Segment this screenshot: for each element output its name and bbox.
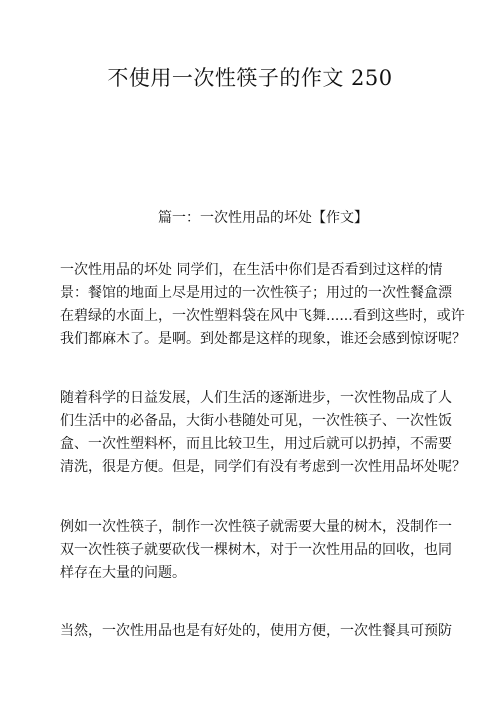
paragraph-line: 在碧绿的水面上，一次性塑料袋在风中飞舞......看到这些时，或许 bbox=[60, 308, 465, 324]
paragraph-line: 例如一次性筷子，制作一次性筷子就需要大量的树木，没制作一 bbox=[60, 519, 452, 535]
paragraph-line: 随着科学的日益发展，人们生活的逐渐进步，一次性物品成了人 bbox=[60, 390, 452, 406]
paragraph-line: 们生活中的必备品，大街小巷随处可见，一次性筷子、一次性饭 bbox=[60, 413, 452, 429]
paragraph-3 bbox=[60, 516, 450, 585]
paragraph-line: 样存在大量的问题。 bbox=[60, 565, 186, 581]
paragraph-line: 景：餐馆的地面上尽是用过的一次性筷子；用过的一次性餐盒漂 bbox=[60, 285, 452, 301]
paragraph-2 bbox=[60, 387, 466, 479]
paragraph-line: 盒、一次性塑料杯，而且比较卫生，用过后就可以扔掉，不需要 bbox=[60, 436, 452, 452]
paragraph-4 bbox=[60, 620, 450, 643]
paragraph-line: 一次性用品的坏处 同学们，在生活中你们是否看到过这样的情 bbox=[60, 262, 443, 278]
paragraph-1 bbox=[60, 259, 466, 351]
paragraph-line: 我们都麻木了。是啊。到处都是这样的现象，谁还会感到惊讶呢？ bbox=[60, 331, 466, 347]
paragraph-line: 当然，一次性用品也是有好处的，使用方便，一次性餐具可预防 bbox=[60, 623, 452, 639]
section-heading: 篇一：一次性用品的坏处【作文】 bbox=[158, 210, 368, 226]
paragraph-line: 清洗，很是方便。但是，同学们有没有考虑到一次性用品坏处呢？ bbox=[60, 459, 466, 475]
document-title: 不使用一次性筷子的作文 250 bbox=[107, 66, 393, 90]
paragraph-line: 双一次性筷子就要砍伐一棵树木，对于一次性用品的回收，也同 bbox=[60, 542, 452, 558]
